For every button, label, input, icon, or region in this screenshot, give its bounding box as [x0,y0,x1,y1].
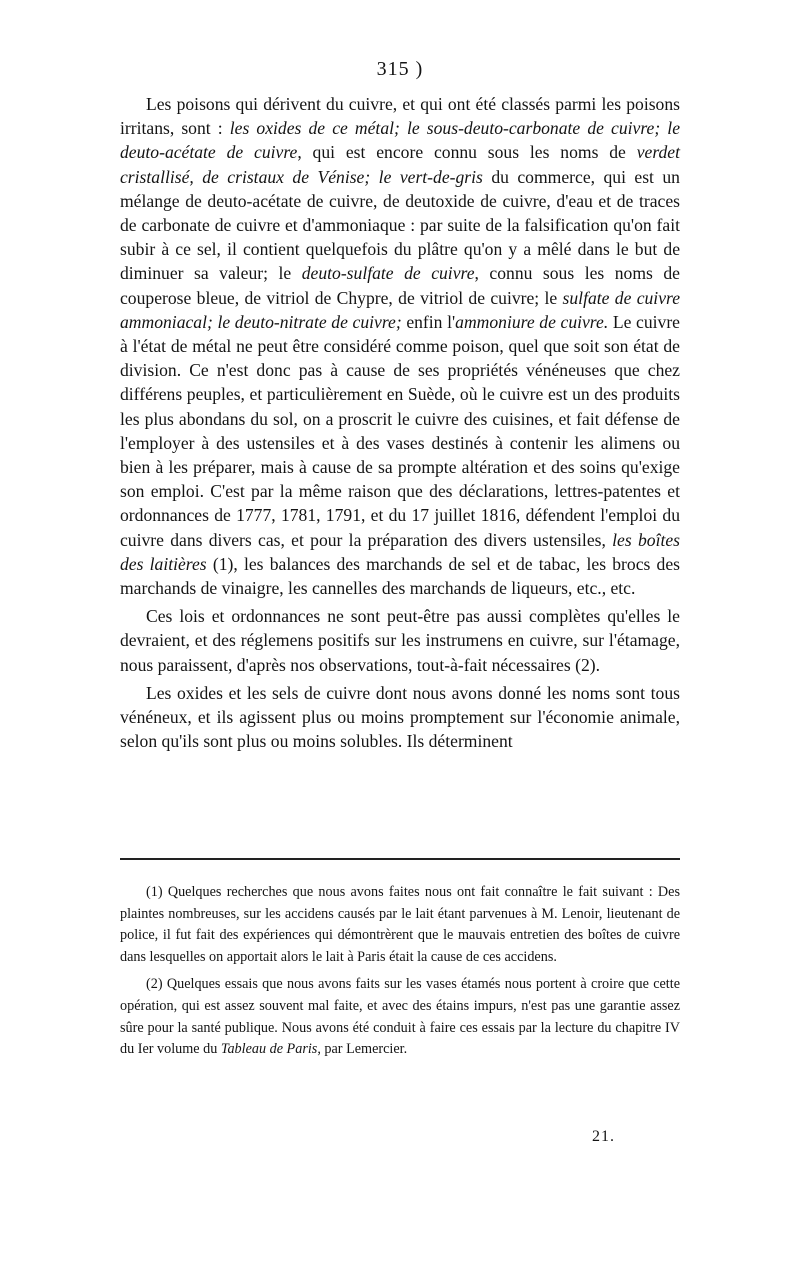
footnote [120,974,680,1060]
italic-run: sulfate de cuivre ammoniacal; le deuto-nitrate de cuivre; [120,287,680,332]
text-run: Le cuivre à l'état de métal ne peut être considéré comme poison, quel que soit son état de division. Ce n'est donc pas à cause de ses propriétés vénéneuses que chez différens peuples, et particulièrement en Suède, où le cuivre est un des produits les plus abondans du sol, on a proscrit le cuivre des cuisines, et fait défense de l'employer à des ustensiles et à des vases destinés à contenir les alimens ou bien à les préparer, mais à cause de sa prompte altération et des soins qu'exige son emploi. C'est par la même raison que des déclarations, lettres-patentes et ordonnances de 1777, 1781, 1791, et du 17 juillet 1816, défendent l'emploi du cuivre dans divers cas, et pour la préparation des divers ustensiles, [120,311,680,550]
text-run: , connu sous les noms de couperose bleue, de vitriol de Chypre, de vitriol de cuivre; le [120,263,680,308]
italic-run: les boîtes des laitières [120,529,681,574]
footnote [120,882,680,968]
body-text [120,92,680,753]
text-run: , par Lemercier. [317,1041,408,1058]
italic-run: ammoniure de cuivre. [455,311,609,332]
footnotes [120,882,680,1061]
text-run: Les oxides et les sels de cuivre dont nous avons donné les noms sont tous vénéneux, et ils agissent plus ou moins promptement sur l'économie animale, selon qu'ils sont plus ou moins solubles. Ils déterminent [120,682,680,752]
italic-run: verdet cristallisé, de cristaux de Vénise; le vert-de-gris [120,142,681,187]
signature-mark: 21. [592,1128,615,1145]
text-run: du commerce, qui est un mélange de deuto-acétate de cuivre, de deutoxide de cuivre, d'eau et de traces de carbonate de cuivre et d'ammoniaque : par suite de la falsification qu'on fait subir à ce sel, il contient quelquefois du plâtre qu'on y a mêlé dans le but de diminuer sa valeur; le [120,166,680,284]
italic-run: deuto-sulfate de cuivre [301,263,475,284]
paragraph [120,92,680,600]
text-run: , qui est encore connu sous les noms de [297,142,637,163]
text-run: (1), les balances des marchands de sel et de tabac, les brocs des marchands de vinaigre, les cannelles des marchands de liqueurs, etc., etc. [120,553,681,599]
italic-run: les oxides de ce métal; le sous-deuto-carbonate de cuivre; le deuto-acétate de cuivre [120,118,680,163]
text-run: (2) Quelques essais que nous avons faits sur les vases étamés nous portent à croire que cette opération, qui est assez souvent mal faite, et avec des étains impurs, n'est pas une garantie assez sûre pour la santé publique. Nous avons été conduit à faire ces essais par la lecture du chapitre IV du Ier volume du [120,976,680,1058]
page-number: 315 ) [376,58,424,80]
text-run: (1) Quelques recherches que nous avons faites nous ont fait connaître le fait suivant : Des plaintes nombreuses, sur les accidens causés par le lait étant parvenues à M. Lenoir, lieutenant de police, il fut fait des expériences qui démontrèrent que le mauvais entretien des boîtes de cuivre dans lesquelles on apportait alors le lait à Paris était la cause de ces accidens. [120,884,680,965]
paragraph [120,604,680,677]
text-run: Les poisons qui dérivent du cuivre, et qui ont été classés parmi les poisons irritans, sont : [120,94,680,139]
footnote-separator [120,858,680,860]
paragraph [120,681,680,754]
text-run: enfin l' [401,311,456,332]
italic-run: Tableau de Paris [220,1041,318,1058]
text-run: Ces lois et ordonnances ne sont peut-être pas aussi complètes qu'elles le devraient, et des réglemens positifs sur les instrumens en cuivre, sur l'étamage, nous paraissent, d'après nos observations, tout-à-fait nécessaires (2). [120,606,680,675]
